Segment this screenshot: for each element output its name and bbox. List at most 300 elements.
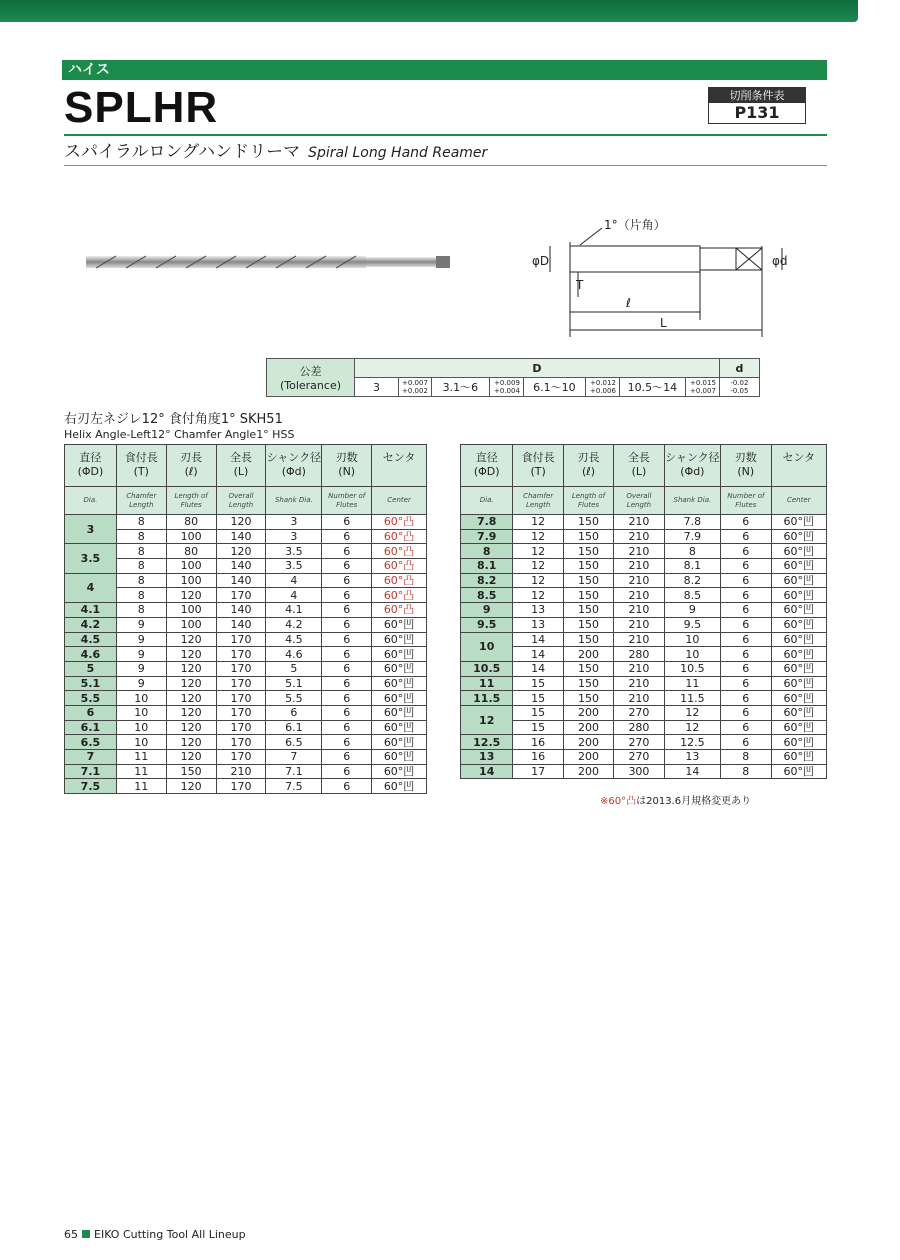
top-banner: [0, 0, 858, 22]
table-row: [65, 588, 427, 603]
table-cell: 150: [563, 603, 613, 618]
col-header: [771, 445, 827, 487]
center-cell: 60°凸: [372, 603, 427, 618]
col-header-sym: (T): [133, 465, 149, 478]
col-header-sym: (N): [737, 465, 755, 478]
table-cell: 12: [513, 559, 563, 574]
table-cell: 7.9: [664, 529, 720, 544]
dia-cell: 8.2: [461, 573, 513, 588]
table-cell: 8: [116, 588, 166, 603]
table-cell: 9.5: [664, 617, 720, 632]
dia-cell: 10.5: [461, 661, 513, 676]
table-row: [461, 515, 827, 530]
table-cell: 9: [116, 647, 166, 662]
table-cell: 15: [513, 691, 563, 706]
table-cell: 13: [513, 603, 563, 618]
col-header-en: Shank Dia.: [664, 487, 720, 515]
dia-cell: 12.5: [461, 735, 513, 750]
table-row: [65, 676, 427, 691]
center-cell: 60°凹: [771, 676, 827, 691]
table-row: [461, 544, 827, 559]
table-cell: 11.5: [664, 691, 720, 706]
table-cell: 150: [563, 617, 613, 632]
table-cell: 10: [116, 691, 166, 706]
table-cell: 10: [116, 720, 166, 735]
table-cell: 13: [664, 750, 720, 765]
tol-d-values: [719, 378, 759, 397]
table-cell: 200: [563, 720, 613, 735]
dia-cell: 7.9: [461, 529, 513, 544]
table-cell: 300: [614, 764, 664, 779]
dia-cell: 14: [461, 764, 513, 779]
table-cell: 120: [166, 632, 216, 647]
table-cell: 10: [116, 705, 166, 720]
center-cell: 60°凸: [372, 529, 427, 544]
table-row: [65, 529, 427, 544]
table-cell: 170: [216, 705, 266, 720]
center-cell: 60°凹: [372, 705, 427, 720]
dia-cell: 12: [461, 705, 513, 734]
table-cell: 6: [322, 588, 372, 603]
table-cell: 210: [614, 573, 664, 588]
table-cell: 4: [266, 588, 322, 603]
center-cell: 60°凹: [771, 661, 827, 676]
table-cell: 7.8: [664, 515, 720, 530]
col-header: [461, 445, 513, 487]
table-cell: 8: [721, 764, 771, 779]
col-header-sym: (N): [338, 465, 356, 478]
page-footer: [64, 1228, 246, 1241]
dia-cell: 8.5: [461, 588, 513, 603]
table-cell: 6: [322, 735, 372, 750]
col-header-jp: 食付長: [124, 451, 158, 464]
center-cell: 60°凹: [771, 764, 827, 779]
table-cell: 16: [513, 735, 563, 750]
table-cell: 4.5: [266, 632, 322, 647]
table-cell: 210: [614, 617, 664, 632]
center-cell: 60°凸: [372, 588, 427, 603]
table-cell: 8: [116, 603, 166, 618]
col-header-sym: (ΦD): [77, 465, 104, 478]
tol-values: [399, 378, 432, 397]
col-header-jp: 刃数: [734, 451, 757, 464]
col-header-jp: 食付長: [521, 451, 555, 464]
product-title: SPLHR: [64, 83, 219, 132]
table-row: [65, 559, 427, 574]
table-cell: 170: [216, 750, 266, 765]
table-cell: 280: [614, 720, 664, 735]
table-cell: 150: [563, 632, 613, 647]
cutting-condition-ref[interactable]: [708, 87, 806, 124]
table-row: [461, 573, 827, 588]
tol-upper: +0.015: [690, 379, 716, 387]
table-cell: 10: [664, 632, 720, 647]
col-header-jp: 直径: [79, 451, 102, 464]
table-cell: 13: [513, 617, 563, 632]
table-cell: 6.1: [266, 720, 322, 735]
table-cell: 120: [166, 691, 216, 706]
table-cell: 9: [116, 661, 166, 676]
table-cell: 6: [721, 735, 771, 750]
center-cell: 60°凸: [372, 573, 427, 588]
spec-change-note: [600, 792, 751, 807]
table-cell: 6: [322, 529, 372, 544]
col-header-sym: (L): [631, 465, 647, 478]
table-cell: 12: [513, 544, 563, 559]
table-row: [65, 603, 427, 618]
table-cell: 8: [664, 544, 720, 559]
dia-cell: 7.5: [65, 779, 117, 794]
center-cell: 60°凹: [372, 647, 427, 662]
table-row: [461, 735, 827, 750]
center-cell: 60°凹: [372, 735, 427, 750]
table-cell: 170: [216, 632, 266, 647]
table-cell: 6: [721, 647, 771, 662]
col-header: [664, 445, 720, 487]
col-header-jp: シャンク径: [266, 451, 322, 464]
angle-label: 1°（片角）: [604, 218, 666, 232]
tol-values: [585, 378, 619, 397]
table-cell: 140: [216, 617, 266, 632]
table-cell: 6: [721, 705, 771, 720]
footer-text: EIKO Cutting Tool All Lineup: [94, 1228, 246, 1241]
table-cell: 80: [166, 515, 216, 530]
table-cell: 6: [322, 559, 372, 574]
table-row: [461, 720, 827, 735]
table-cell: 6: [322, 544, 372, 559]
table-row: [461, 661, 827, 676]
table-cell: 120: [216, 544, 266, 559]
table-cell: 6: [322, 720, 372, 735]
center-cell: 60°凹: [771, 617, 827, 632]
table-cell: 12.5: [664, 735, 720, 750]
table-cell: 8: [721, 750, 771, 765]
table-cell: 7.1: [266, 764, 322, 779]
table-cell: 6: [322, 750, 372, 765]
table-cell: 8: [116, 529, 166, 544]
table-cell: 100: [166, 617, 216, 632]
table-cell: 140: [216, 559, 266, 574]
center-cell: 60°凹: [372, 617, 427, 632]
table-cell: 6: [721, 588, 771, 603]
col-header-sym: (T): [530, 465, 546, 478]
tol-lower: +0.007: [690, 387, 716, 395]
col-header-en: Chamfer Length: [116, 487, 166, 515]
table-cell: 270: [614, 735, 664, 750]
col-header-en: Length of Flutes: [166, 487, 216, 515]
table-cell: 100: [166, 603, 216, 618]
table-row: [65, 661, 427, 676]
col-header-jp: シャンク径: [665, 451, 720, 464]
size-table-right: [460, 444, 827, 779]
col-header-sym: (ℓ): [184, 465, 198, 478]
center-cell: 60°凹: [771, 588, 827, 603]
col-header: [614, 445, 664, 487]
table-cell: 3.5: [266, 559, 322, 574]
table-cell: 210: [614, 661, 664, 676]
table-cell: 6: [721, 632, 771, 647]
col-header-sym: (ℓ): [581, 465, 596, 478]
col-header-jp: 全長: [230, 451, 252, 464]
col-header: [513, 445, 563, 487]
col-header-en: Overall Length: [614, 487, 664, 515]
table-cell: 6: [322, 691, 372, 706]
table-cell: 150: [563, 559, 613, 574]
center-cell: 60°凹: [771, 647, 827, 662]
table-cell: 5.1: [266, 676, 322, 691]
center-cell: 60°凹: [372, 764, 427, 779]
table-row: [65, 632, 427, 647]
table-cell: 3: [266, 515, 322, 530]
table-row: [461, 632, 827, 647]
table-cell: 210: [614, 676, 664, 691]
table-cell: 9: [116, 632, 166, 647]
table-cell: 6: [322, 632, 372, 647]
center-cell: 60°凹: [771, 559, 827, 574]
tol-lower: +0.002: [402, 387, 428, 395]
table-cell: 200: [563, 647, 613, 662]
tol-lower: +0.004: [494, 387, 520, 395]
table-cell: 170: [216, 720, 266, 735]
table-cell: 7: [266, 750, 322, 765]
tolerance-label: [267, 359, 355, 397]
tol-upper: +0.012: [590, 379, 616, 387]
dim-l-label: ℓ: [626, 296, 631, 310]
center-cell: 60°凹: [771, 573, 827, 588]
table-row: [65, 720, 427, 735]
table-cell: 6: [721, 720, 771, 735]
table-cell: 120: [166, 720, 216, 735]
table-row: [65, 544, 427, 559]
footer-square: [82, 1230, 90, 1238]
note-text: は2013.6月規格変更あり: [636, 796, 752, 807]
table-cell: 6: [721, 515, 771, 530]
table-cell: 4.6: [266, 647, 322, 662]
table-cell: 6: [322, 647, 372, 662]
note-red: ※60°凸: [600, 796, 637, 807]
table-cell: 9: [664, 603, 720, 618]
table-row: [65, 691, 427, 706]
page-number: 65: [64, 1228, 78, 1241]
table-cell: 3.5: [266, 544, 322, 559]
table-cell: 11: [116, 764, 166, 779]
tol-lower: +0.006: [590, 387, 616, 395]
dia-cell: 5.5: [65, 691, 117, 706]
table-cell: 120: [166, 705, 216, 720]
dia-cell: 6.1: [65, 720, 117, 735]
table-cell: 6: [721, 676, 771, 691]
table-cell: 12: [513, 573, 563, 588]
dia-cell: 3.5: [65, 544, 117, 573]
table-cell: 120: [166, 676, 216, 691]
table-cell: 200: [563, 764, 613, 779]
center-cell: 60°凹: [372, 720, 427, 735]
table-cell: 7.5: [266, 779, 322, 794]
table-cell: 9: [116, 617, 166, 632]
dia-cell: 7: [65, 750, 117, 765]
table-row: [461, 647, 827, 662]
subtitle: [64, 134, 827, 166]
tolerance-label-jp: 公差: [299, 365, 322, 378]
table-cell: 170: [216, 691, 266, 706]
table-cell: 3: [266, 529, 322, 544]
size-table-left: [64, 444, 427, 794]
tol-values: [489, 378, 523, 397]
col-header-en: Overall Length: [216, 487, 266, 515]
tol-range: 3: [355, 378, 399, 397]
col-header-jp: センタ: [782, 451, 816, 464]
dia-cell: 4.6: [65, 647, 117, 662]
col-header-sym: (L): [233, 465, 249, 478]
cond-page: P131: [734, 103, 780, 122]
table-cell: 150: [563, 529, 613, 544]
table-row: [461, 705, 827, 720]
col-header: [721, 445, 771, 487]
center-cell: 60°凸: [372, 544, 427, 559]
table-row: [461, 603, 827, 618]
col-header-jp: 刃長: [180, 451, 203, 464]
table-row: [461, 617, 827, 632]
dia-cell: 4.5: [65, 632, 117, 647]
category-bar: ハイス: [62, 60, 827, 80]
dia-cell: 8: [461, 544, 513, 559]
table-cell: 12: [513, 529, 563, 544]
col-header-jp: 直径: [475, 451, 498, 464]
center-cell: 60°凹: [372, 750, 427, 765]
table-cell: 210: [614, 544, 664, 559]
table-cell: 120: [166, 647, 216, 662]
table-cell: 10.5: [664, 661, 720, 676]
table-cell: 210: [216, 764, 266, 779]
col-header: [563, 445, 613, 487]
table-cell: 170: [216, 588, 266, 603]
table-cell: 170: [216, 676, 266, 691]
table-cell: 210: [614, 603, 664, 618]
table-cell: 17: [513, 764, 563, 779]
col-header: [372, 445, 427, 487]
table-cell: 6: [721, 573, 771, 588]
table-cell: 120: [166, 735, 216, 750]
center-cell: 60°凹: [771, 735, 827, 750]
table-cell: 6: [721, 691, 771, 706]
tol-d-lower: -0.05: [730, 387, 749, 395]
col-header-sym: (Φd): [281, 465, 306, 478]
table-cell: 150: [563, 676, 613, 691]
col-header-en: Dia.: [461, 487, 513, 515]
table-cell: 150: [563, 691, 613, 706]
table-cell: 5.5: [266, 691, 322, 706]
table-cell: 8: [116, 544, 166, 559]
col-header-sym: (Φd): [680, 465, 705, 478]
dia-cell: 11: [461, 676, 513, 691]
center-cell: 60°凹: [771, 515, 827, 530]
table-cell: 150: [166, 764, 216, 779]
table-cell: 6.5: [266, 735, 322, 750]
dia-cell: 13: [461, 750, 513, 765]
table-row: [65, 735, 427, 750]
dia-cell: 8.1: [461, 559, 513, 574]
cond-label: 切削条件表: [709, 88, 805, 103]
center-cell: 60°凹: [771, 529, 827, 544]
center-cell: 60°凸: [372, 559, 427, 574]
dia-cell: 9: [461, 603, 513, 618]
table-cell: 6: [322, 617, 372, 632]
table-cell: 200: [563, 750, 613, 765]
col-header: [116, 445, 166, 487]
table-cell: 15: [513, 676, 563, 691]
table-cell: 14: [513, 647, 563, 662]
center-cell: 60°凹: [372, 661, 427, 676]
table-cell: 280: [614, 647, 664, 662]
dia-cell: 4.1: [65, 603, 117, 618]
center-cell: 60°凹: [771, 720, 827, 735]
table-cell: 10: [664, 647, 720, 662]
table-cell: 15: [513, 720, 563, 735]
table-cell: 8.5: [664, 588, 720, 603]
table-cell: 210: [614, 529, 664, 544]
table-cell: 8: [116, 515, 166, 530]
table-cell: 6: [322, 779, 372, 794]
tolerance-table: [266, 358, 760, 397]
dim-d-label: φd: [772, 254, 788, 268]
table-cell: 270: [614, 705, 664, 720]
table-cell: 5: [266, 661, 322, 676]
table-row: [65, 515, 427, 530]
table-row: [461, 764, 827, 779]
dia-cell: 5: [65, 661, 117, 676]
table-row: [461, 676, 827, 691]
table-cell: 140: [216, 529, 266, 544]
table-row: [65, 647, 427, 662]
col-header: [322, 445, 372, 487]
dia-cell: 9.5: [461, 617, 513, 632]
table-cell: 6: [721, 559, 771, 574]
dia-cell: 7.1: [65, 764, 117, 779]
table-cell: 4.2: [266, 617, 322, 632]
table-cell: 6: [266, 705, 322, 720]
table-cell: 210: [614, 515, 664, 530]
table-cell: 10: [116, 735, 166, 750]
col-header-en: Length of Flutes: [563, 487, 613, 515]
table-cell: 120: [166, 588, 216, 603]
table-cell: 210: [614, 632, 664, 647]
col-header-en: Dia.: [65, 487, 117, 515]
tol-range: 6.1～10: [523, 378, 585, 397]
table-row: [461, 588, 827, 603]
dia-cell: 6.5: [65, 735, 117, 750]
dia-cell: 5.1: [65, 676, 117, 691]
dim-T-label: T: [576, 278, 584, 292]
table-cell: 150: [563, 544, 613, 559]
table-cell: 170: [216, 661, 266, 676]
table-cell: 170: [216, 779, 266, 794]
spec-line-jp: 右刃左ネジレ12° 食付角度1° SKH51: [64, 412, 283, 427]
table-cell: 11: [664, 676, 720, 691]
table-cell: 150: [563, 573, 613, 588]
center-cell: 60°凹: [372, 676, 427, 691]
table-cell: 11: [116, 750, 166, 765]
table-cell: 6: [322, 603, 372, 618]
subtitle-jp: スパイラルロングハンドリーマ: [64, 142, 301, 162]
table-cell: 210: [614, 559, 664, 574]
col-header-jp: センタ: [382, 451, 416, 464]
table-cell: 120: [216, 515, 266, 530]
table-cell: 6: [721, 617, 771, 632]
table-cell: 140: [216, 573, 266, 588]
col-header: [266, 445, 322, 487]
table-cell: 120: [166, 750, 216, 765]
col-header-en: Number of Flutes: [322, 487, 372, 515]
